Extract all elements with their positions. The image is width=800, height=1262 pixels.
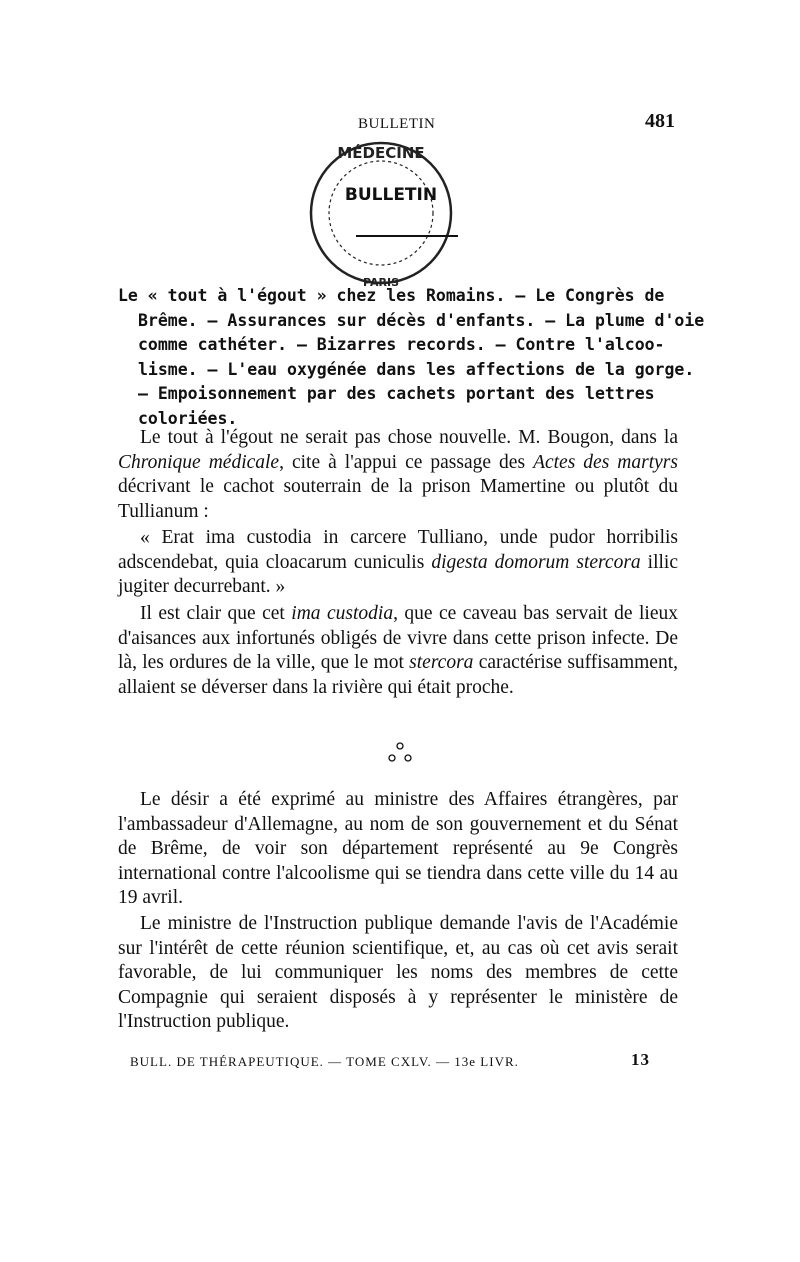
footer-signature: BULL. DE THÉRAPEUTIQUE. — TOME CXLV. — 13e LIVR. [130,1054,519,1069]
paragraph-congres-breme: Le désir a été exprimé au ministre des Affaires étrangères, par l'ambassadeur d'Allemagne, au nom de son gouvernement et du Sénat de Brême, de voir son département représenté au 9e Congrès international contre l'alcoolisme qui se tiendra dans cette ville du 14 au 19 avril. [118,789,678,909]
paragraph-ima-custodia: Il est clair que cet ima custodia, que ce caveau bas servait de lieux d'aisances aux infortunés obligés de vivre dans cette prison infecte. De là, les ordures de la ville, que le mot stercora caractérise suffisamment, allaient se déverser dans la rivière qui était proche. [118,603,678,698]
stamp-bottom-text: PARIS [362,276,400,289]
library-stamp [296,128,466,298]
stamp-outer-ring [311,143,451,283]
section-separator-icon [380,738,420,768]
paragraph-ministre-instruction: Le ministre de l'Instruction publique demande l'avis de l'Académie sur l'intérêt de cette réunion scientifique, et, au cas où cet avis serait favorable, de lui communiquer les noms des membres de cette Compagnie qui seraient disposés à y représenter le ministère de l'Instruction publique. [118,913,678,1033]
summary-line: comme cathéter. — Bizarres records. — Contre l'alcoo- [138,335,665,354]
page-footer [130,1050,670,1072]
summary-line: — Empoisonnement par des cachets portant des lettres [138,384,655,403]
stamp-inner-ring [329,161,433,265]
summary-line: coloriées. [138,408,238,428]
article-summary [118,284,705,431]
summary-line: Le « tout à l'égout » chez les Romains. — Le Congrès de [118,286,665,305]
paragraph-latin-quote: « Erat ima custodia in carcere Tulliano, unde pudor horribilis adscendebat, quia cloacarum cuniculis digesta domorum stercora illic jugiter decurrebant. » [118,527,678,598]
stamp-center-text: BULLETIN [344,185,438,205]
page-number: 481 [645,110,675,132]
stamp-top-text: MÉDECINE [337,144,425,162]
running-title: BULLETIN [358,116,436,132]
summary-line: Brême. — Assurances sur décès d'enfants. — La plume d'oie [138,310,705,330]
paragraph-tout-a-legout: Le tout à l'égout ne serait pas chose nouvelle. M. Bougon, dans la Chronique médicale, cite à l'appui ce passage des Actes des martyrs décrivant le cachot souterrain de la prison Mamertine ou plutôt du Tullianum : [118,427,678,522]
footer-sheet-number: 13 [631,1050,650,1069]
summary-line: lisme. — L'eau oxygénée dans les affections de la gorge. [138,359,695,379]
